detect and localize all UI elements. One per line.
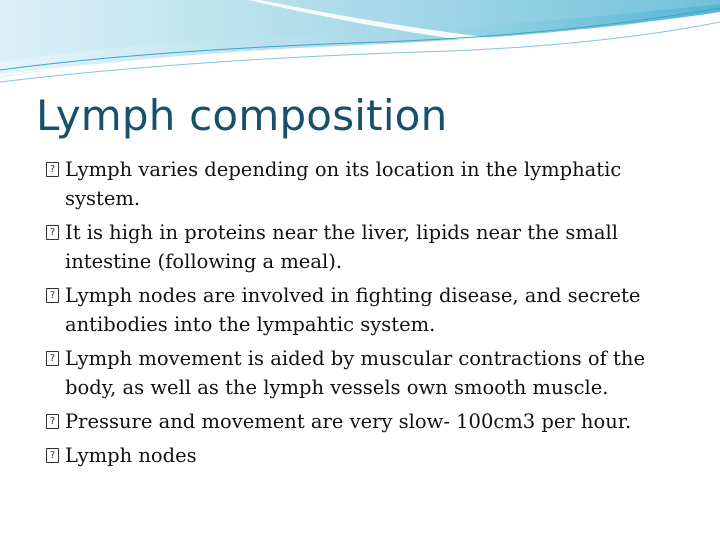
bullet-item (46, 407, 696, 436)
bullet-item (46, 441, 696, 470)
bullet-text: Lymph varies depending on its location in the lymphatic system. (65, 158, 622, 210)
bullet-marker-icon: ? (46, 225, 59, 240)
bullet-marker-icon: ? (46, 288, 59, 303)
bullet-text: It is high in proteins near the liver, lipids near the small intestine (following a meal). (65, 221, 618, 273)
bullet-item (46, 218, 696, 276)
bullet-item (46, 344, 696, 402)
bullet-text: Lymph movement is aided by muscular contractions of the body, as well as the lymph vessels own smooth muscle. (65, 347, 645, 399)
bullet-marker-icon: ? (46, 448, 59, 463)
header-wave-decoration (0, 0, 720, 90)
bullet-item (46, 155, 696, 213)
bullet-text: Lymph nodes (65, 444, 197, 467)
bullet-list (46, 155, 696, 475)
bullet-marker-icon: ? (46, 414, 59, 429)
bullet-text: Pressure and movement are very slow- 100cm3 per hour. (65, 410, 632, 433)
slide-title: Lymph composition (36, 91, 448, 140)
bullet-marker-icon: ? (46, 162, 59, 177)
bullet-marker-icon: ? (46, 351, 59, 366)
bullet-item (46, 281, 696, 339)
bullet-text: Lymph nodes are involved in fighting disease, and secrete antibodies into the lympahtic system. (65, 284, 641, 336)
